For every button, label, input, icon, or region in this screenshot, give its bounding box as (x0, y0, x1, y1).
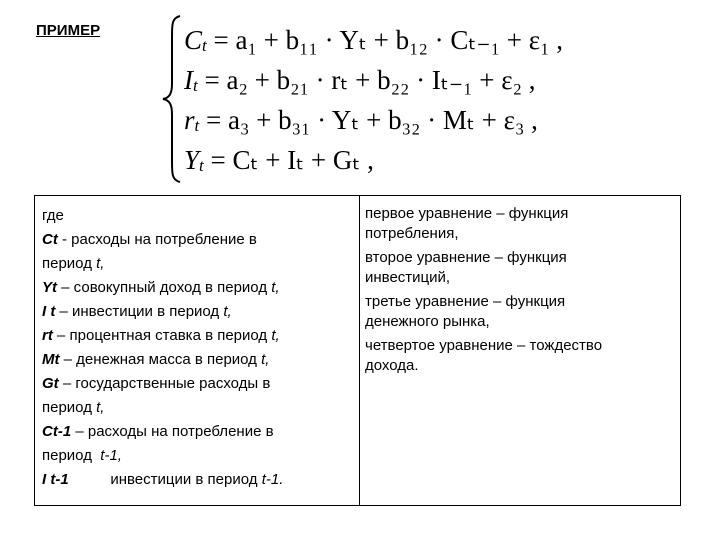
description-eq4: четвертое уравнение – тождество (365, 337, 603, 354)
page-title: ПРИМЕР (36, 22, 101, 39)
equation-rhs: = a₂ + b₂₁ · rₜ + b₂₂ · Iₜ₋₁ + ε₂ , (204, 65, 536, 95)
column-divider (359, 196, 360, 505)
description-eq4-cont: дохода. (365, 357, 419, 374)
equation-system (160, 14, 630, 184)
equations-description-column (365, 204, 675, 376)
definition-gt-cont: период t, (42, 399, 105, 416)
definition-it1: I t-1 инвестиции в период t-1. (42, 471, 284, 488)
description-eq2: второе уравнение – функция (365, 249, 567, 266)
variables-column (42, 204, 354, 492)
description-eq3-cont: денежного рынка, (365, 313, 490, 330)
equation-investment: $I_t = a_2 + b_{21} \cdot r_t + b_{22} \cdot I_{t-1} + \varepsilon_2$ , (184, 65, 536, 95)
equation-rhs: = a₃ + b₃₁ · Yₜ + b₃₂ · Mₜ + ε₃ , (206, 105, 538, 135)
description-eq1: первое уравнение – функция (365, 205, 569, 222)
definition-rt: rt – процентная ставка в период t, (42, 327, 280, 344)
description-eq1-cont: потребления, (365, 225, 459, 242)
equation-rhs: = Cₜ + Iₜ + Gₜ , (210, 145, 374, 175)
left-brace (160, 14, 184, 184)
where-label: где (42, 207, 64, 224)
definition-yt: Yt – совокупный доход в период t, (42, 279, 280, 296)
description-eq3: третье уравнение – функция (365, 293, 566, 310)
definition-mt: Mt – денежная масса в период t, (42, 351, 270, 368)
equation-income-identity: $Y_t = C_t + I_t + G_t$ , (184, 145, 374, 175)
equation-consumption: $C_t = a_1 + b_{11} \cdot Y_t + b_{12} \cdot C_{t-1} + \varepsilon_1$ , (184, 25, 564, 55)
definition-ct1: Ct-1 – расходы на потребление в (42, 423, 274, 440)
definitions-table (34, 195, 681, 506)
definition-ct: Ct - расходы на потребление в (42, 231, 257, 248)
definition-it: I t – инвестиции в период t, (42, 303, 232, 320)
definition-ct-cont: период t, (42, 255, 105, 272)
definition-ct1-cont: период t-1, (42, 447, 122, 464)
description-eq2-cont: инвестиций, (365, 269, 451, 286)
equation-rhs: = a₁ + b₁₁ · Yₜ + b₁₂ · Cₜ₋₁ + ε₁ , (213, 25, 564, 55)
equation-money-market: $r_t = a_3 + b_{31} \cdot Y_t + b_{32} \cdot M_t + \varepsilon_3$ , (184, 105, 538, 135)
definition-gt: Gt – государственные расходы в (42, 375, 271, 392)
